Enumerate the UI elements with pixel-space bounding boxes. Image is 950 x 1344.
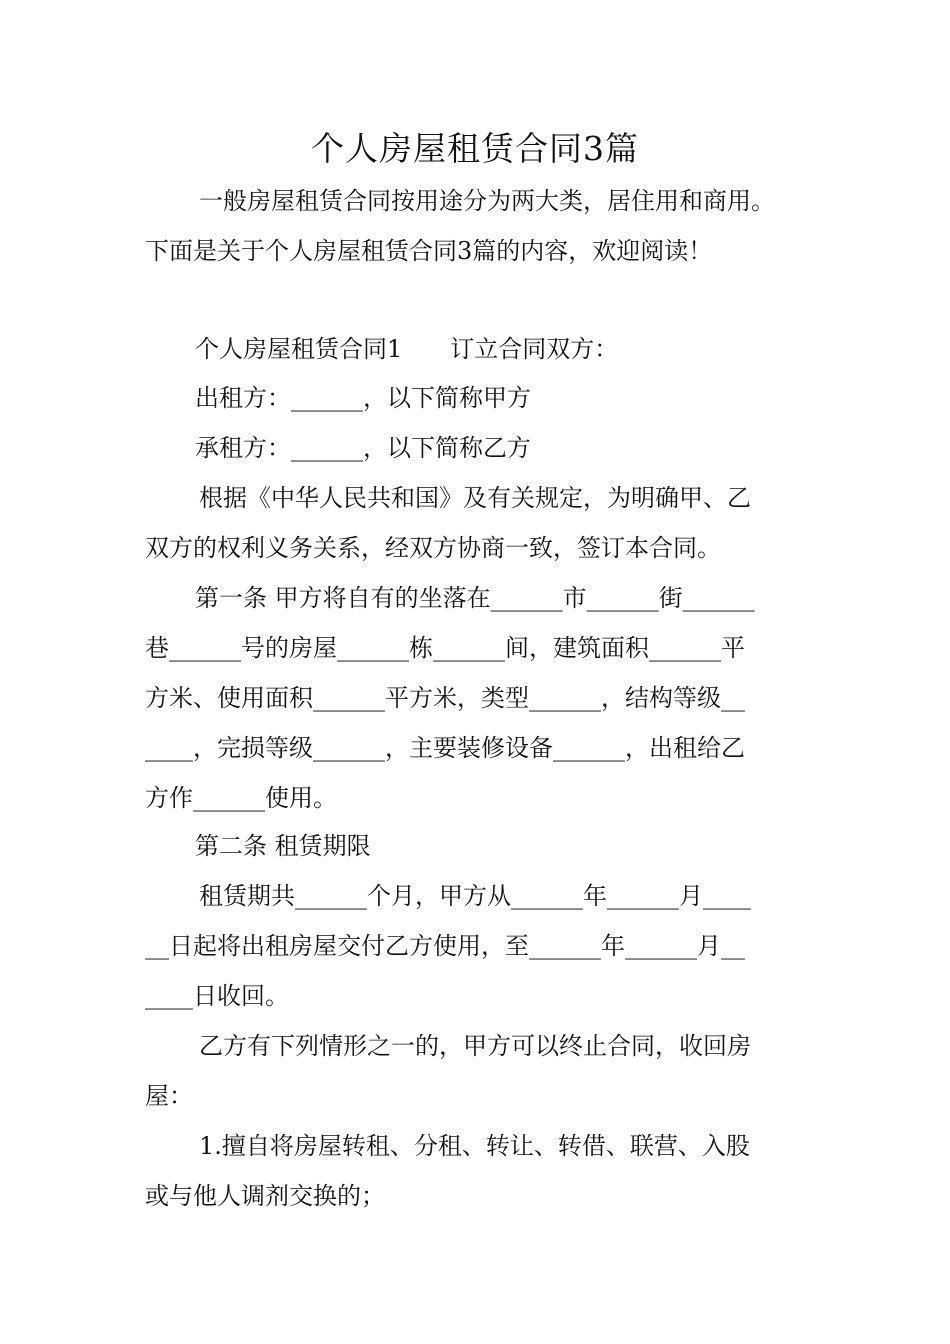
document-title: 个人房屋租赁合同3篇 xyxy=(311,129,639,168)
article-2-heading-text: 第二条 租赁期限 xyxy=(195,832,371,860)
contract-heading-text: 个人房屋租赁合同1 订立合同双方： xyxy=(195,335,619,363)
basis-line-1: 根据《中华人民共和国》及有关规定，为明确甲、乙 xyxy=(199,484,751,512)
basis-paragraph xyxy=(145,473,810,573)
intro-line-1: 一般房屋租赁合同按用途分为两大类，居住用和商用。 xyxy=(199,187,775,215)
basis-line-2: 双方的权利义务关系，经双方协商一致，签订本合同。 xyxy=(145,534,721,562)
termination-paragraph xyxy=(145,1021,810,1121)
termination-line-2: 屋： xyxy=(145,1082,193,1110)
lessee-text: 承租方：______，以下简称乙方 xyxy=(195,434,531,462)
intro-paragraph xyxy=(145,176,810,276)
item-1-paragraph xyxy=(145,1121,810,1221)
term-line-3: ____日收回。 xyxy=(145,982,289,1010)
lessee-line xyxy=(145,423,810,473)
article-1-line-4: ____，完损等级______，主要装修设备______，出租给乙 xyxy=(145,734,745,762)
article-2-heading xyxy=(145,821,810,871)
article-1-line-2: 巷______号的房屋______栋______间，建筑面积______平 xyxy=(145,634,745,662)
term-line-2: __日起将出租房屋交付乙方使用，至______年______月__ xyxy=(145,932,745,960)
termination-line-1: 乙方有下列情形之一的，甲方可以终止合同，收回房 xyxy=(199,1032,751,1060)
lessor-line xyxy=(145,373,810,423)
term-line-1: 租赁期共______个月，甲方从______年______月____ xyxy=(199,882,751,910)
article-1-line-1: 第一条 甲方将自有的坐落在______市______街______ xyxy=(195,584,755,612)
intro-line-2: 下面是关于个人房屋租赁合同3篇的内容，欢迎阅读！ xyxy=(145,237,713,265)
item-1-line-1: 1.擅自将房屋转租、分租、转让、转借、联营、入股 xyxy=(199,1132,750,1160)
article-1 xyxy=(145,573,810,823)
item-1-line-2: 或与他人调剂交换的； xyxy=(145,1182,385,1210)
article-1-line-3: 方米、使用面积______平方米，类型______，结构等级__ xyxy=(145,684,745,712)
article-1-line-5: 方作______使用。 xyxy=(145,784,337,812)
contract-heading xyxy=(145,324,810,374)
term-paragraph xyxy=(145,871,810,1021)
lessor-text: 出租方：______，以下简称甲方 xyxy=(195,384,531,412)
